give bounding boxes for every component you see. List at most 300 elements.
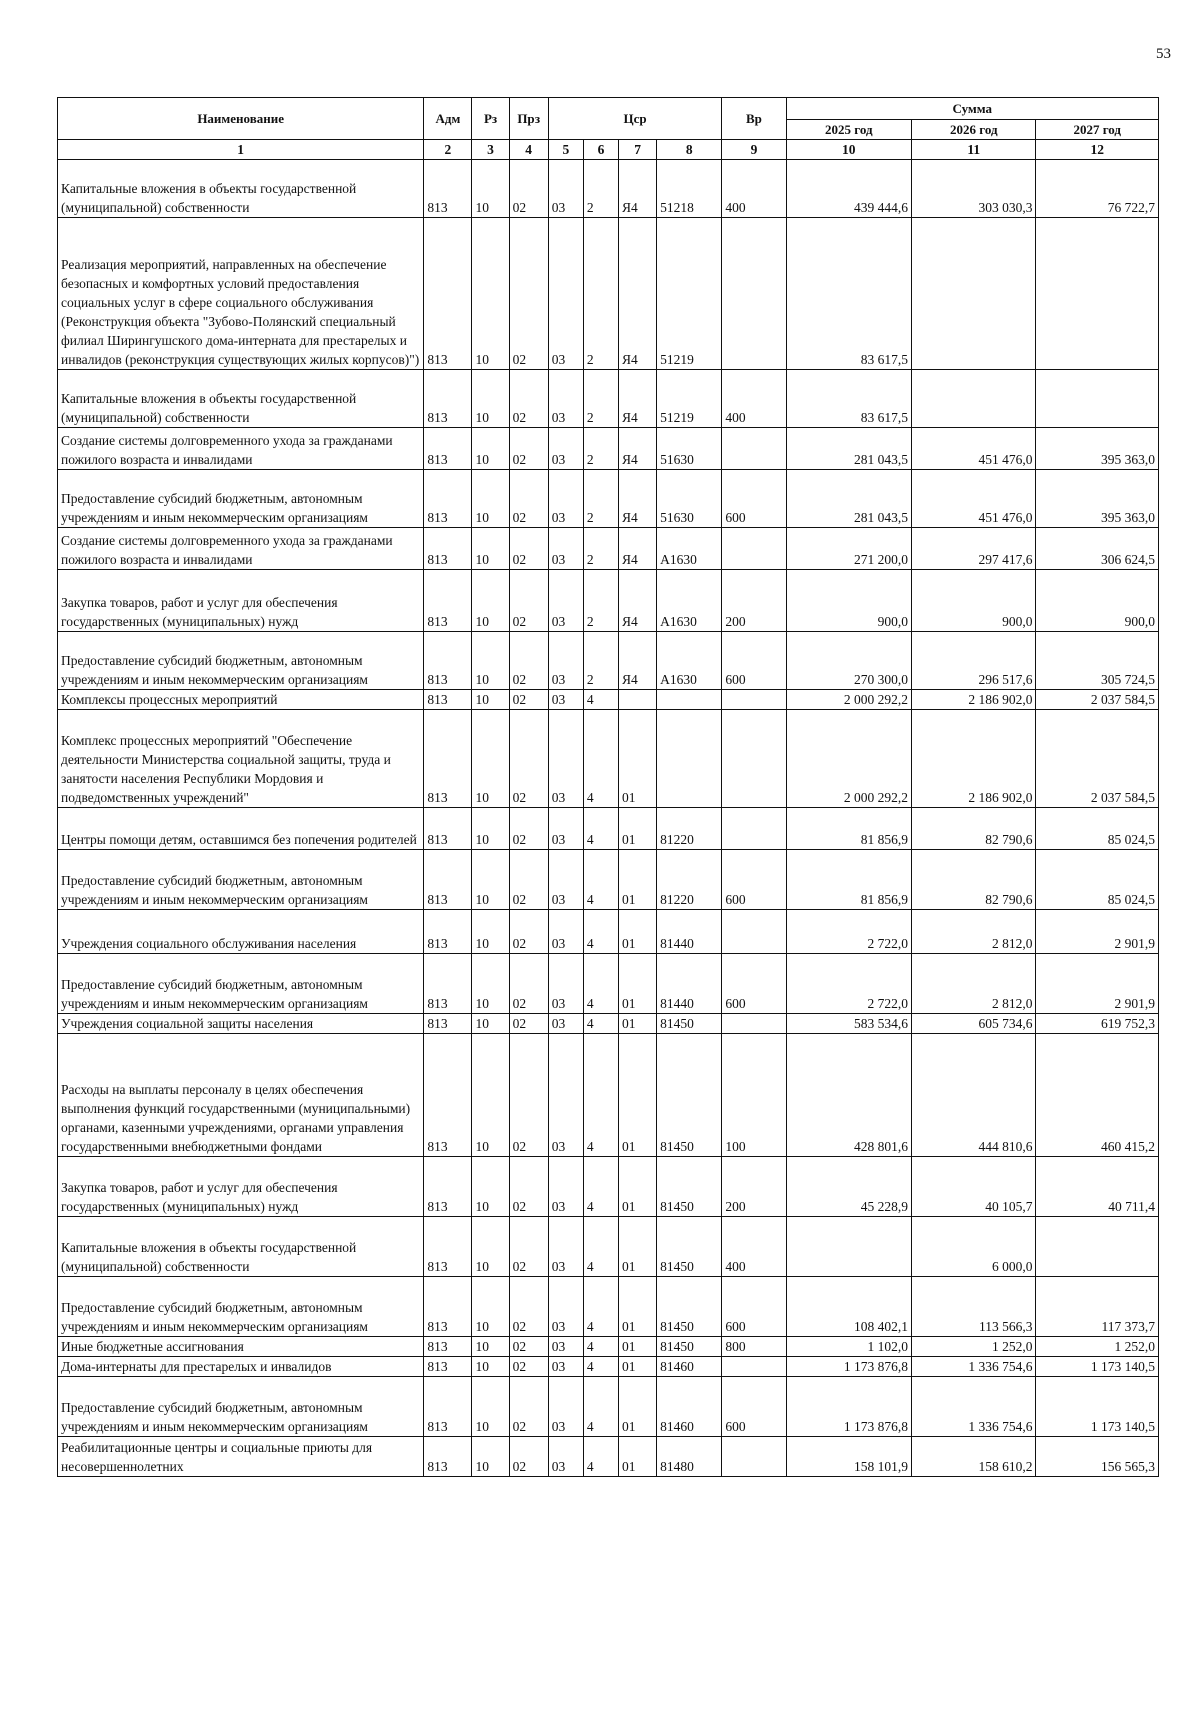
prz-cell: 02 (509, 1217, 548, 1277)
sum-2026-cell: 40 105,7 (912, 1157, 1036, 1217)
csr-part8-cell: 81450 (657, 1337, 722, 1357)
csr-part8-cell: 51630 (657, 428, 722, 470)
csr-part8-cell: 81460 (657, 1357, 722, 1377)
csr-part8-cell: 81480 (657, 1437, 722, 1477)
vr-cell (722, 1437, 786, 1477)
adm-cell: 813 (424, 690, 472, 710)
adm-cell: 813 (424, 470, 472, 528)
vr-cell (722, 1014, 786, 1034)
csr-part7-cell: 01 (619, 1357, 657, 1377)
adm-cell: 813 (424, 528, 472, 570)
sum-2025-cell: 281 043,5 (786, 470, 911, 528)
csr-part8-cell: 81220 (657, 808, 722, 850)
csr-part5-cell: 03 (548, 1157, 583, 1217)
prz-cell: 02 (509, 632, 548, 690)
adm-cell: 813 (424, 850, 472, 910)
sum-2025-cell: 1 102,0 (786, 1337, 911, 1357)
header-name: Наименование (58, 98, 424, 140)
csr-part6-cell: 4 (583, 1357, 618, 1377)
csr-part8-cell: 81450 (657, 1034, 722, 1157)
prz-cell: 02 (509, 470, 548, 528)
header-rz: Рз (472, 98, 509, 140)
csr-part7-cell: 01 (619, 1157, 657, 1217)
sum-2027-cell: 2 037 584,5 (1036, 710, 1159, 808)
csr-part5-cell: 03 (548, 528, 583, 570)
sum-2025-cell (786, 1217, 911, 1277)
prz-cell: 02 (509, 954, 548, 1014)
sum-2026-cell: 113 566,3 (912, 1277, 1036, 1337)
row-name-cell: Создание системы долговременного ухода за гражданами пожилого возраста и инвалидами (58, 528, 424, 570)
sum-2025-cell: 900,0 (786, 570, 911, 632)
row-name-cell: Предоставление субсидий бюджетным, автономным учреждениям и иным некоммерческим организациям (58, 632, 424, 690)
vr-cell (722, 690, 786, 710)
table-row (58, 850, 1159, 910)
sum-2026-cell: 1 336 754,6 (912, 1377, 1036, 1437)
row-name-cell: Закупка товаров, работ и услуг для обеспечения государственных (муниципальных) нужд (58, 570, 424, 632)
csr-part6-cell: 2 (583, 470, 618, 528)
csr-part5-cell: 03 (548, 428, 583, 470)
rz-cell: 10 (472, 1437, 509, 1477)
row-name-cell: Реализация мероприятий, направленных на обеспечение безопасных и комфортных условий предоставления социальных услуг в сфере социального обслуживания (Реконструкция объекта "Зубово-Полянский специальный филиал Ширингушского дома-интерната для престарелых и инвалидов (реконструкция существующих жилых корпусов)") (58, 218, 424, 370)
sum-2026-cell: 444 810,6 (912, 1034, 1036, 1157)
table-row (58, 690, 1159, 710)
rz-cell: 10 (472, 690, 509, 710)
vr-cell: 600 (722, 850, 786, 910)
prz-cell: 02 (509, 710, 548, 808)
csr-part7-cell: 01 (619, 1437, 657, 1477)
prz-cell: 02 (509, 1014, 548, 1034)
sum-2026-cell: 6 000,0 (912, 1217, 1036, 1277)
sum-2025-cell: 2 722,0 (786, 910, 911, 954)
csr-part7-cell: Я4 (619, 528, 657, 570)
table-row (58, 370, 1159, 428)
csr-part7-cell (619, 690, 657, 710)
adm-cell: 813 (424, 1337, 472, 1357)
table-row (58, 528, 1159, 570)
csr-part6-cell: 2 (583, 160, 618, 218)
table-row (58, 1377, 1159, 1437)
csr-part6-cell: 4 (583, 1337, 618, 1357)
adm-cell: 813 (424, 1357, 472, 1377)
vr-cell: 600 (722, 1377, 786, 1437)
vr-cell (722, 528, 786, 570)
rz-cell: 10 (472, 370, 509, 428)
sum-2025-cell: 45 228,9 (786, 1157, 911, 1217)
column-index: 8 (657, 140, 722, 160)
prz-cell: 02 (509, 1277, 548, 1337)
rz-cell: 10 (472, 428, 509, 470)
csr-part6-cell: 4 (583, 1034, 618, 1157)
sum-2025-cell: 2 722,0 (786, 954, 911, 1014)
prz-cell: 02 (509, 808, 548, 850)
csr-part6-cell: 4 (583, 910, 618, 954)
csr-part7-cell: 01 (619, 910, 657, 954)
vr-cell (722, 1357, 786, 1377)
csr-part8-cell: 81440 (657, 910, 722, 954)
adm-cell: 813 (424, 910, 472, 954)
sum-2026-cell: 296 517,6 (912, 632, 1036, 690)
row-name-cell: Предоставление субсидий бюджетным, автономным учреждениям и иным некоммерческим организациям (58, 850, 424, 910)
csr-part7-cell: Я4 (619, 218, 657, 370)
rz-cell: 10 (472, 1377, 509, 1437)
vr-cell (722, 218, 786, 370)
csr-part8-cell: 51219 (657, 370, 722, 428)
adm-cell: 813 (424, 218, 472, 370)
csr-part5-cell: 03 (548, 570, 583, 632)
adm-cell: 813 (424, 710, 472, 808)
column-index: 3 (472, 140, 509, 160)
csr-part8-cell: 81450 (657, 1014, 722, 1034)
csr-part8-cell: А1630 (657, 528, 722, 570)
csr-part7-cell: 01 (619, 1217, 657, 1277)
rz-cell: 10 (472, 570, 509, 632)
sum-2027-cell: 306 624,5 (1036, 528, 1159, 570)
vr-cell: 200 (722, 1157, 786, 1217)
sum-2025-cell: 81 856,9 (786, 850, 911, 910)
sum-2025-cell: 439 444,6 (786, 160, 911, 218)
row-name-cell: Капитальные вложения в объекты государственной (муниципальной) собственности (58, 160, 424, 218)
row-name-cell: Создание системы долговременного ухода за гражданами пожилого возраста и инвалидами (58, 428, 424, 470)
sum-2027-cell: 1 252,0 (1036, 1337, 1159, 1357)
csr-part5-cell: 03 (548, 710, 583, 808)
csr-part8-cell: 51630 (657, 470, 722, 528)
row-name-cell: Предоставление субсидий бюджетным, автономным учреждениям и иным некоммерческим организациям (58, 470, 424, 528)
row-name-cell: Предоставление субсидий бюджетным, автономным учреждениям и иным некоммерческим организациям (58, 1377, 424, 1437)
sum-2027-cell: 117 373,7 (1036, 1277, 1159, 1337)
csr-part8-cell: 81450 (657, 1277, 722, 1337)
table-row (58, 808, 1159, 850)
csr-part6-cell: 4 (583, 1014, 618, 1034)
sum-2027-cell (1036, 1217, 1159, 1277)
vr-cell: 600 (722, 470, 786, 528)
csr-part6-cell: 4 (583, 1377, 618, 1437)
sum-2025-cell: 583 534,6 (786, 1014, 911, 1034)
table-row (58, 1014, 1159, 1034)
header-year-2027: 2027 год (1036, 120, 1159, 140)
row-name-cell: Комплексы процессных мероприятий (58, 690, 424, 710)
csr-part7-cell: Я4 (619, 570, 657, 632)
adm-cell: 813 (424, 1437, 472, 1477)
csr-part5-cell: 03 (548, 1277, 583, 1337)
table-row (58, 1277, 1159, 1337)
sum-2026-cell: 451 476,0 (912, 470, 1036, 528)
vr-cell: 600 (722, 632, 786, 690)
table-row (58, 710, 1159, 808)
csr-part5-cell: 03 (548, 632, 583, 690)
vr-cell (722, 808, 786, 850)
csr-part5-cell: 03 (548, 370, 583, 428)
rz-cell: 10 (472, 470, 509, 528)
prz-cell: 02 (509, 1337, 548, 1357)
prz-cell: 02 (509, 1377, 548, 1437)
sum-2026-cell: 900,0 (912, 570, 1036, 632)
column-index: 11 (912, 140, 1036, 160)
csr-part8-cell: 81450 (657, 1157, 722, 1217)
table-row (58, 1337, 1159, 1357)
header-adm: Адм (424, 98, 472, 140)
adm-cell: 813 (424, 1377, 472, 1437)
csr-part5-cell: 03 (548, 690, 583, 710)
adm-cell: 813 (424, 428, 472, 470)
csr-part5-cell: 03 (548, 1357, 583, 1377)
csr-part6-cell: 4 (583, 1277, 618, 1337)
rz-cell: 10 (472, 954, 509, 1014)
rz-cell: 10 (472, 1277, 509, 1337)
sum-2027-cell: 85 024,5 (1036, 808, 1159, 850)
table-row (58, 1217, 1159, 1277)
sum-2026-cell: 605 734,6 (912, 1014, 1036, 1034)
sum-2025-cell: 81 856,9 (786, 808, 911, 850)
table-row (58, 632, 1159, 690)
csr-part8-cell: 51219 (657, 218, 722, 370)
row-name-cell: Дома-интернаты для престарелых и инвалидов (58, 1357, 424, 1377)
sum-2026-cell: 2 812,0 (912, 954, 1036, 1014)
column-index: 2 (424, 140, 472, 160)
column-index: 12 (1036, 140, 1159, 160)
row-name-cell: Закупка товаров, работ и услуг для обеспечения государственных (муниципальных) нужд (58, 1157, 424, 1217)
rz-cell: 10 (472, 1157, 509, 1217)
rz-cell: 10 (472, 218, 509, 370)
sum-2025-cell: 428 801,6 (786, 1034, 911, 1157)
column-index: 4 (509, 140, 548, 160)
header-year-2025: 2025 год (786, 120, 911, 140)
csr-part8-cell: 51218 (657, 160, 722, 218)
table-row (58, 428, 1159, 470)
sum-2025-cell: 270 300,0 (786, 632, 911, 690)
prz-cell: 02 (509, 218, 548, 370)
table-body (58, 160, 1159, 1477)
row-name-cell: Комплекс процессных мероприятий "Обеспечение деятельности Министерства социальной защиты, труда и занятости населения Республики Мордовия и подведомственных учреждений" (58, 710, 424, 808)
csr-part6-cell: 4 (583, 1157, 618, 1217)
row-name-cell: Иные бюджетные ассигнования (58, 1337, 424, 1357)
row-name-cell: Центры помощи детям, оставшимся без попечения родителей (58, 808, 424, 850)
sum-2025-cell: 83 617,5 (786, 370, 911, 428)
sum-2027-cell: 395 363,0 (1036, 428, 1159, 470)
page-number: 53 (1156, 46, 1171, 62)
sum-2026-cell: 158 610,2 (912, 1437, 1036, 1477)
vr-cell: 200 (722, 570, 786, 632)
column-index: 6 (583, 140, 618, 160)
prz-cell: 02 (509, 370, 548, 428)
csr-part6-cell: 2 (583, 570, 618, 632)
rz-cell: 10 (472, 1357, 509, 1377)
adm-cell: 813 (424, 954, 472, 1014)
csr-part6-cell: 2 (583, 632, 618, 690)
table-row (58, 218, 1159, 370)
csr-part7-cell: Я4 (619, 428, 657, 470)
csr-part5-cell: 03 (548, 1014, 583, 1034)
csr-part7-cell: Я4 (619, 470, 657, 528)
rz-cell: 10 (472, 1034, 509, 1157)
sum-2027-cell: 2 037 584,5 (1036, 690, 1159, 710)
sum-2025-cell: 1 173 876,8 (786, 1357, 911, 1377)
sum-2025-cell: 158 101,9 (786, 1437, 911, 1477)
row-name-cell: Расходы на выплаты персоналу в целях обеспечения выполнения функций государственными (муниципальными) органами, казенными учреждениями, органами управления государственными внебюджетными фондами (58, 1034, 424, 1157)
table-row (58, 470, 1159, 528)
vr-cell: 100 (722, 1034, 786, 1157)
csr-part7-cell: 01 (619, 1337, 657, 1357)
csr-part5-cell: 03 (548, 1377, 583, 1437)
sum-2027-cell: 1 173 140,5 (1036, 1377, 1159, 1437)
csr-part6-cell: 4 (583, 808, 618, 850)
sum-2026-cell: 2 186 902,0 (912, 690, 1036, 710)
sum-2027-cell: 2 901,9 (1036, 910, 1159, 954)
sum-2027-cell: 40 711,4 (1036, 1157, 1159, 1217)
vr-cell: 400 (722, 1217, 786, 1277)
sum-2027-cell: 1 173 140,5 (1036, 1357, 1159, 1377)
csr-part8-cell: А1630 (657, 632, 722, 690)
table-row (58, 1157, 1159, 1217)
prz-cell: 02 (509, 570, 548, 632)
csr-part7-cell: Я4 (619, 160, 657, 218)
vr-cell: 600 (722, 954, 786, 1014)
sum-2025-cell: 281 043,5 (786, 428, 911, 470)
sum-2026-cell: 451 476,0 (912, 428, 1036, 470)
csr-part7-cell: 01 (619, 1014, 657, 1034)
csr-part6-cell: 2 (583, 218, 618, 370)
csr-part7-cell: 01 (619, 1377, 657, 1437)
csr-part5-cell: 03 (548, 218, 583, 370)
rz-cell: 10 (472, 808, 509, 850)
sum-2027-cell: 395 363,0 (1036, 470, 1159, 528)
adm-cell: 813 (424, 1157, 472, 1217)
prz-cell: 02 (509, 1034, 548, 1157)
row-name-cell: Предоставление субсидий бюджетным, автономным учреждениям и иным некоммерческим организациям (58, 1277, 424, 1337)
csr-part6-cell: 4 (583, 710, 618, 808)
adm-cell: 813 (424, 808, 472, 850)
csr-part5-cell: 03 (548, 1337, 583, 1357)
sum-2026-cell: 1 336 754,6 (912, 1357, 1036, 1377)
rz-cell: 10 (472, 1217, 509, 1277)
table-row (58, 1357, 1159, 1377)
header-prz: Прз (509, 98, 548, 140)
adm-cell: 813 (424, 370, 472, 428)
row-name-cell: Капитальные вложения в объекты государственной (муниципальной) собственности (58, 1217, 424, 1277)
csr-part5-cell: 03 (548, 850, 583, 910)
prz-cell: 02 (509, 528, 548, 570)
adm-cell: 813 (424, 1014, 472, 1034)
sum-2027-cell: 460 415,2 (1036, 1034, 1159, 1157)
sum-2027-cell: 156 565,3 (1036, 1437, 1159, 1477)
prz-cell: 02 (509, 690, 548, 710)
sum-2027-cell (1036, 370, 1159, 428)
adm-cell: 813 (424, 632, 472, 690)
column-index-row (58, 140, 1159, 160)
table-row (58, 1034, 1159, 1157)
row-name-cell: Учреждения социального обслуживания населения (58, 910, 424, 954)
sum-2025-cell: 271 200,0 (786, 528, 911, 570)
table-row (58, 954, 1159, 1014)
prz-cell: 02 (509, 1357, 548, 1377)
csr-part6-cell: 4 (583, 954, 618, 1014)
csr-part8-cell: 81460 (657, 1377, 722, 1437)
table-row (58, 570, 1159, 632)
csr-part7-cell: 01 (619, 954, 657, 1014)
csr-part5-cell: 03 (548, 1437, 583, 1477)
row-name-cell: Капитальные вложения в объекты государственной (муниципальной) собственности (58, 370, 424, 428)
csr-part5-cell: 03 (548, 470, 583, 528)
vr-cell: 600 (722, 1277, 786, 1337)
sum-2025-cell: 83 617,5 (786, 218, 911, 370)
header-year-2026: 2026 год (912, 120, 1036, 140)
vr-cell (722, 710, 786, 808)
csr-part7-cell: 01 (619, 850, 657, 910)
vr-cell: 800 (722, 1337, 786, 1357)
sum-2026-cell (912, 218, 1036, 370)
sum-2027-cell: 305 724,5 (1036, 632, 1159, 690)
csr-part7-cell: 01 (619, 808, 657, 850)
csr-part8-cell (657, 690, 722, 710)
rz-cell: 10 (472, 632, 509, 690)
csr-part5-cell: 03 (548, 954, 583, 1014)
sum-2027-cell: 2 901,9 (1036, 954, 1159, 1014)
prz-cell: 02 (509, 1157, 548, 1217)
table-row (58, 910, 1159, 954)
sum-2027-cell: 85 024,5 (1036, 850, 1159, 910)
csr-part6-cell: 2 (583, 528, 618, 570)
csr-part6-cell: 4 (583, 1217, 618, 1277)
csr-part7-cell: Я4 (619, 370, 657, 428)
csr-part5-cell: 03 (548, 910, 583, 954)
column-index: 5 (548, 140, 583, 160)
table-row (58, 160, 1159, 218)
header-vr: Вр (722, 98, 786, 140)
row-name-cell: Реабилитационные центры и социальные приюты для несовершеннолетних (58, 1437, 424, 1477)
rz-cell: 10 (472, 1014, 509, 1034)
csr-part8-cell: 81220 (657, 850, 722, 910)
sum-2026-cell: 82 790,6 (912, 850, 1036, 910)
column-index: 9 (722, 140, 786, 160)
csr-part6-cell: 2 (583, 370, 618, 428)
csr-part8-cell: 81440 (657, 954, 722, 1014)
adm-cell: 813 (424, 160, 472, 218)
rz-cell: 10 (472, 910, 509, 954)
csr-part8-cell (657, 710, 722, 808)
vr-cell: 400 (722, 160, 786, 218)
rz-cell: 10 (472, 528, 509, 570)
vr-cell (722, 428, 786, 470)
vr-cell: 400 (722, 370, 786, 428)
prz-cell: 02 (509, 428, 548, 470)
rz-cell: 10 (472, 160, 509, 218)
rz-cell: 10 (472, 850, 509, 910)
adm-cell: 813 (424, 570, 472, 632)
prz-cell: 02 (509, 160, 548, 218)
prz-cell: 02 (509, 1437, 548, 1477)
adm-cell: 813 (424, 1277, 472, 1337)
sum-2026-cell: 297 417,6 (912, 528, 1036, 570)
sum-2025-cell: 1 173 876,8 (786, 1377, 911, 1437)
rz-cell: 10 (472, 710, 509, 808)
csr-part6-cell: 4 (583, 1437, 618, 1477)
sum-2027-cell: 900,0 (1036, 570, 1159, 632)
sum-2025-cell: 108 402,1 (786, 1277, 911, 1337)
prz-cell: 02 (509, 910, 548, 954)
csr-part7-cell: Я4 (619, 632, 657, 690)
csr-part5-cell: 03 (548, 1217, 583, 1277)
csr-part7-cell: 01 (619, 1034, 657, 1157)
column-index: 7 (619, 140, 657, 160)
sum-2027-cell (1036, 218, 1159, 370)
csr-part5-cell: 03 (548, 808, 583, 850)
csr-part7-cell: 01 (619, 710, 657, 808)
csr-part6-cell: 2 (583, 428, 618, 470)
csr-part6-cell: 4 (583, 690, 618, 710)
column-index: 10 (786, 140, 911, 160)
csr-part5-cell: 03 (548, 160, 583, 218)
sum-2026-cell: 82 790,6 (912, 808, 1036, 850)
row-name-cell: Учреждения социальной защиты населения (58, 1014, 424, 1034)
